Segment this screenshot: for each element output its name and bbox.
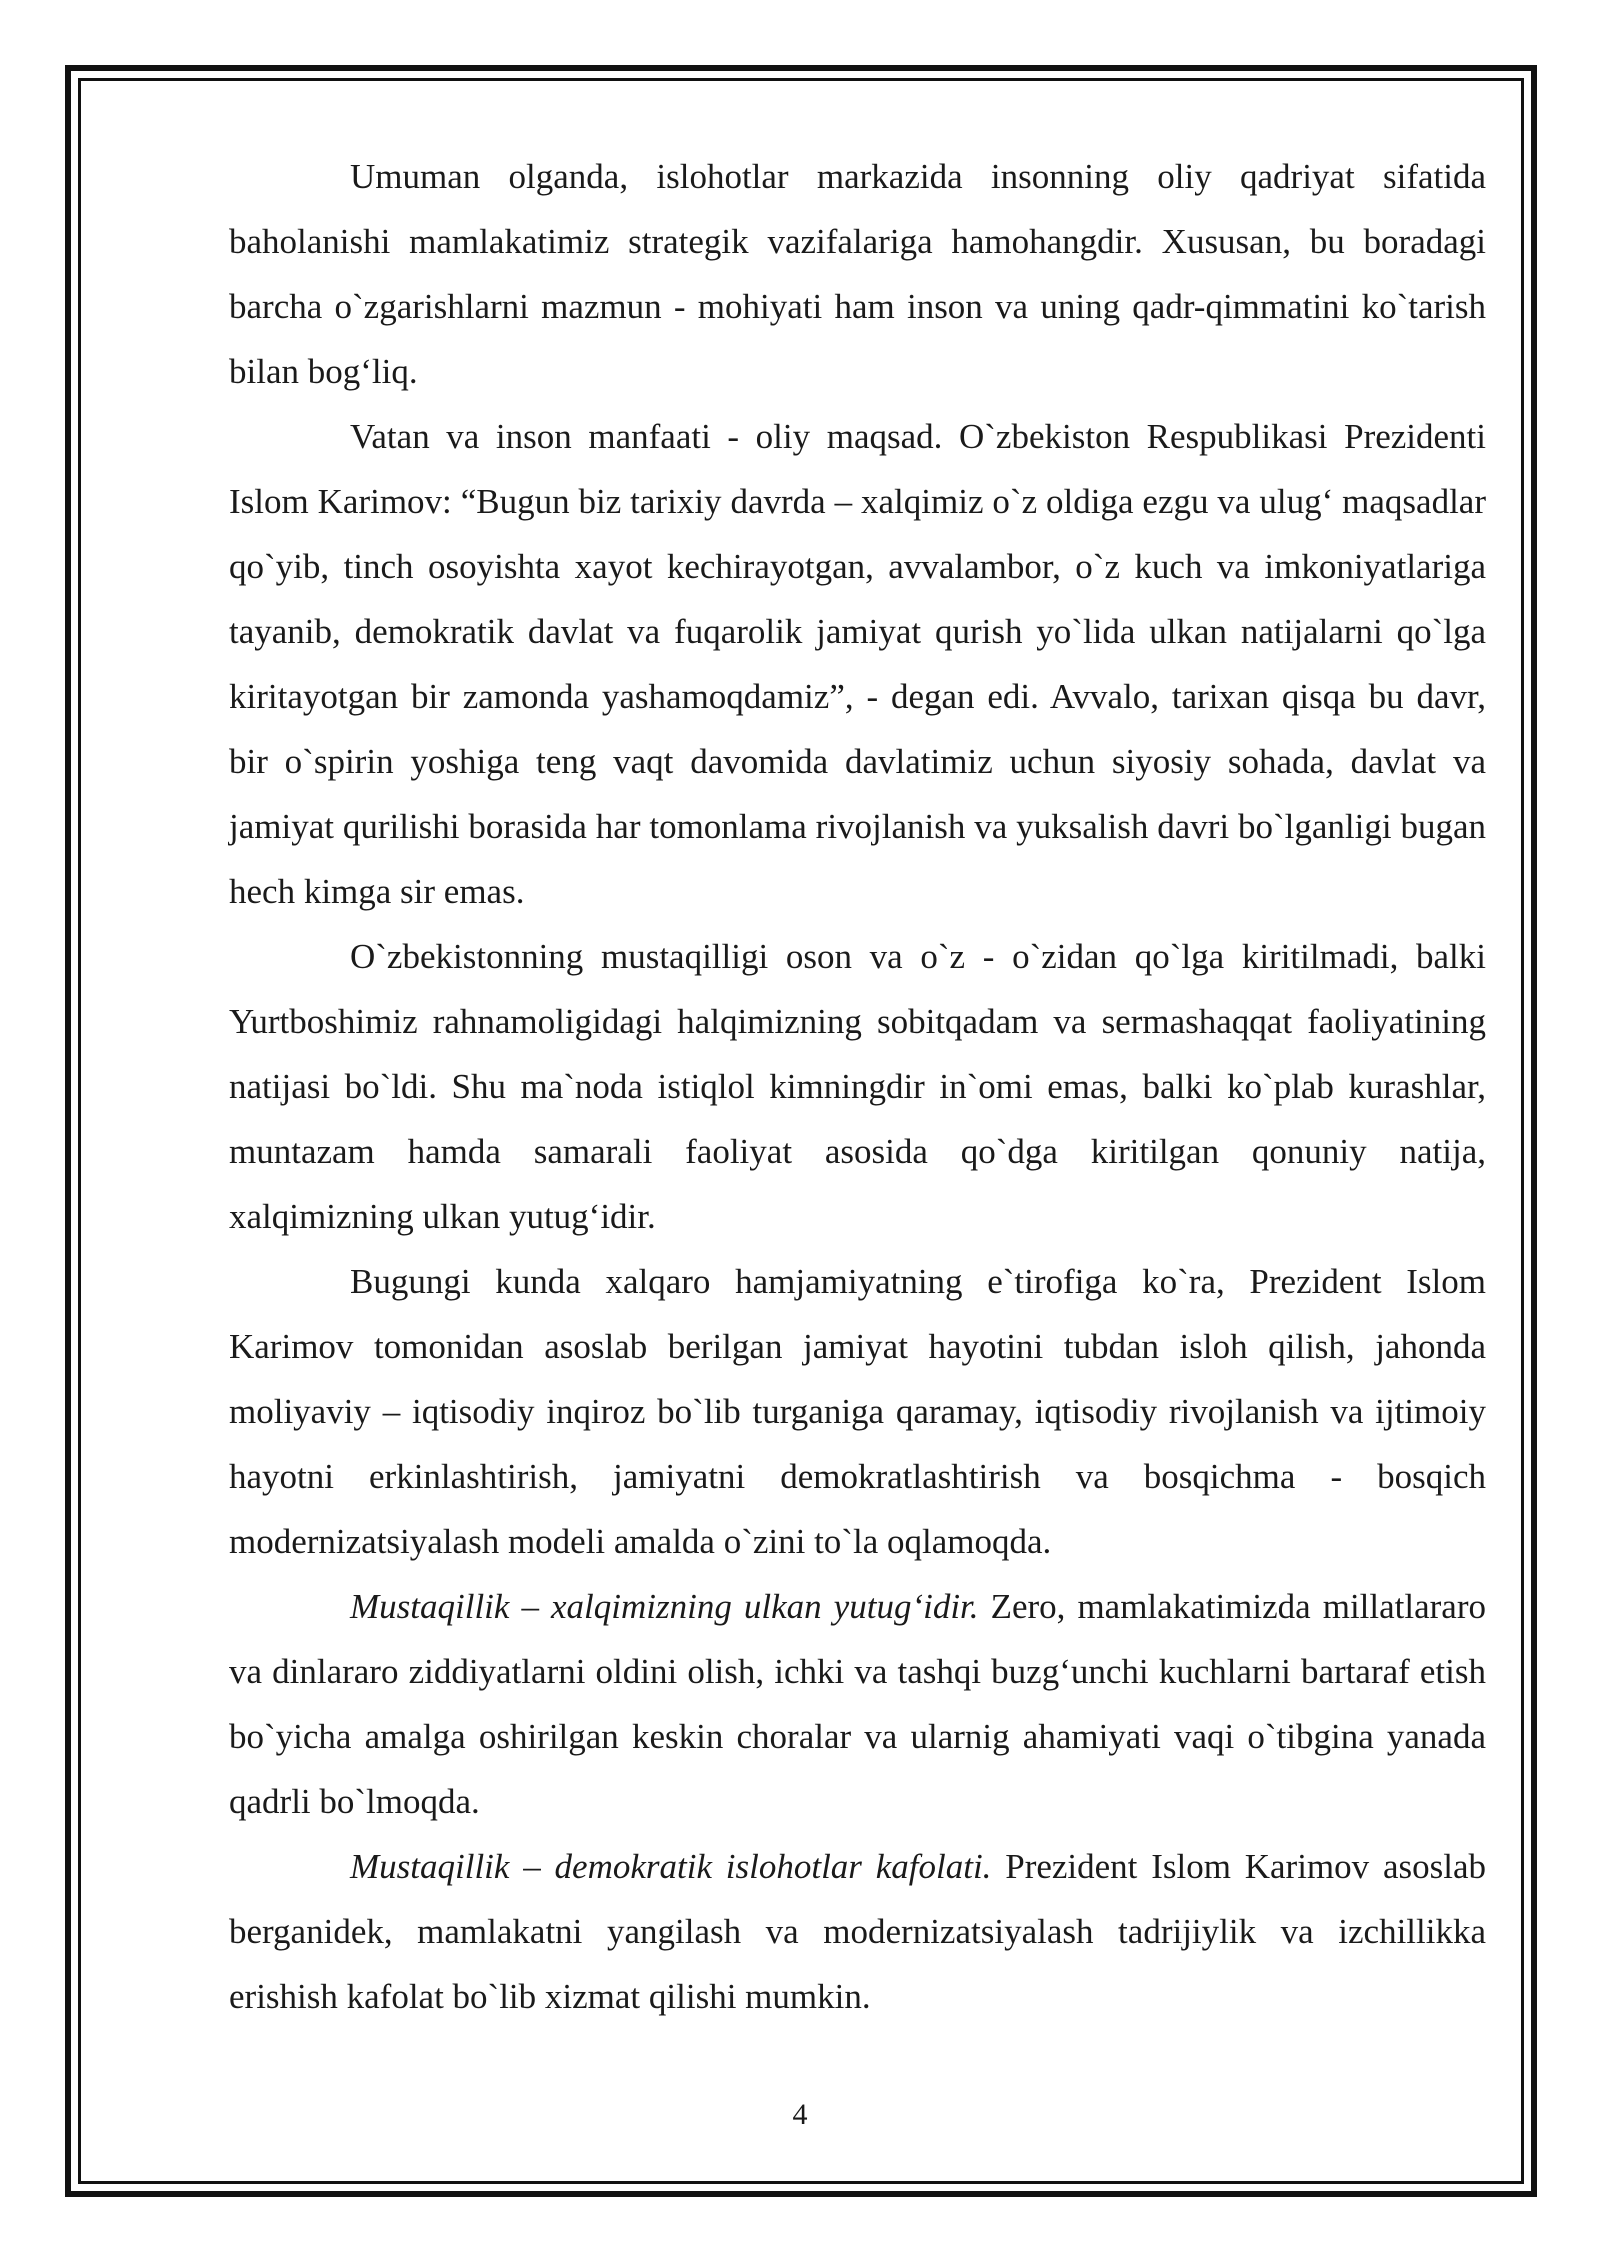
paragraph-2 (229, 404, 1486, 924)
document-body (229, 144, 1486, 2029)
paragraph-2-text: Vatan va inson manfaati - oliy maqsad. O`zbekiston Respublikasi Prezidenti Islom Karimov: “Bugun biz tarixiy davrda – xalqimiz o`z oldiga ezgu va ulug‘ maqsadlar qo`yib, tinch osoyishta xayot kechirayotgan, avvalambor, o`z kuch va imkoniyatlariga tayanib, demokratik davlat va fuqarolik jamiyat qurish yo`lida ulkan natijalarni qo`lga kiritayotgan bir zamonda yashamoqdamiz”, - degan edi. Avvalo, tarixan qisqa bu davr, bir o`spirin yoshiga teng vaqt davomida davlatimiz uchun siyosiy sohada, davlat va jamiyat qurilishi borasida har tomonlama rivojlanish va yuksalish davri bo`lganligi bugan hech kimga sir emas. (229, 417, 1486, 911)
paragraph-4-text: Bugungi kunda xalqaro hamjamiyatning e`tirofiga ko`ra, Prezident Islom Karimov tomonidan asoslab berilgan jamiyat hayotini tubdan isloh qilish, jahonda moliyaviy – iqtisodiy inqiroz bo`lib turganiga qaramay, iqtisodiy rivojlanish va ijtimoiy hayotni erkinlashtirish, jamiyatni demokratlashtirish va bosqichma - bosqich modernizatsiyalash modeli amalda o`zini to`la oqlamoqda. (229, 1262, 1486, 1561)
paragraph-6-italic-lead: Mustaqillik – demokratik islohotlar kafolati. (350, 1847, 992, 1886)
paragraph-5-text: Zero, mamlakatimizda millatlararo va dinlararo ziddiyatlarni oldini olish, ichki va tashqi buzg‘unchi kuchlarni bartaraf etish bo`yicha amalga oshirilgan keskin choralar va ularnig ahamiyati vaqi o`tibgina yanada qadrli bo`lmoqda. (229, 1587, 1486, 1821)
paragraph-6 (229, 1834, 1486, 2029)
paragraph-3 (229, 924, 1486, 1249)
paragraph-5-italic-lead: Mustaqillik – xalqimizning ulkan yutug‘idir. (350, 1587, 979, 1626)
paragraph-5 (229, 1574, 1486, 1834)
paragraph-1-text: Umuman olganda, islohotlar markazida insonning oliy qadriyat sifatida baholanishi mamlakatimiz strategik vazifalariga hamohangdir. Xususan, bu boradagi barcha o`zgarishlarni mazmun - mohiyati ham inson va uning qadr-qimmatini ko`tarish bilan bog‘liq. (229, 157, 1486, 391)
paragraph-1 (229, 144, 1486, 404)
page-number: 4 (792, 2098, 808, 2131)
paragraph-3-text: O`zbekistonning mustaqilligi oson va o`z - o`zidan qo`lga kiritilmadi, balki Yurtboshimiz rahnamoligidagi halqimizning sobitqadam va sermashaqqat faoliyatining natijasi bo`ldi. Shu ma`noda istiqlol kimningdir in`omi emas, balki ko`plab kurashlar, muntazam hamda samarali faoliyat asosida qo`dga kiritilgan qonuniy natija, xalqimizning ulkan yutug‘idir. (229, 937, 1486, 1236)
paragraph-4 (229, 1249, 1486, 1574)
paragraph-6-text: Prezident Islom Karimov asoslab berganidek, mamlakatni yangilash va modernizatsiyalash tadrijiylik va izchillikka erishish kafolat bo`lib xizmat qilishi mumkin. (229, 1847, 1486, 2016)
